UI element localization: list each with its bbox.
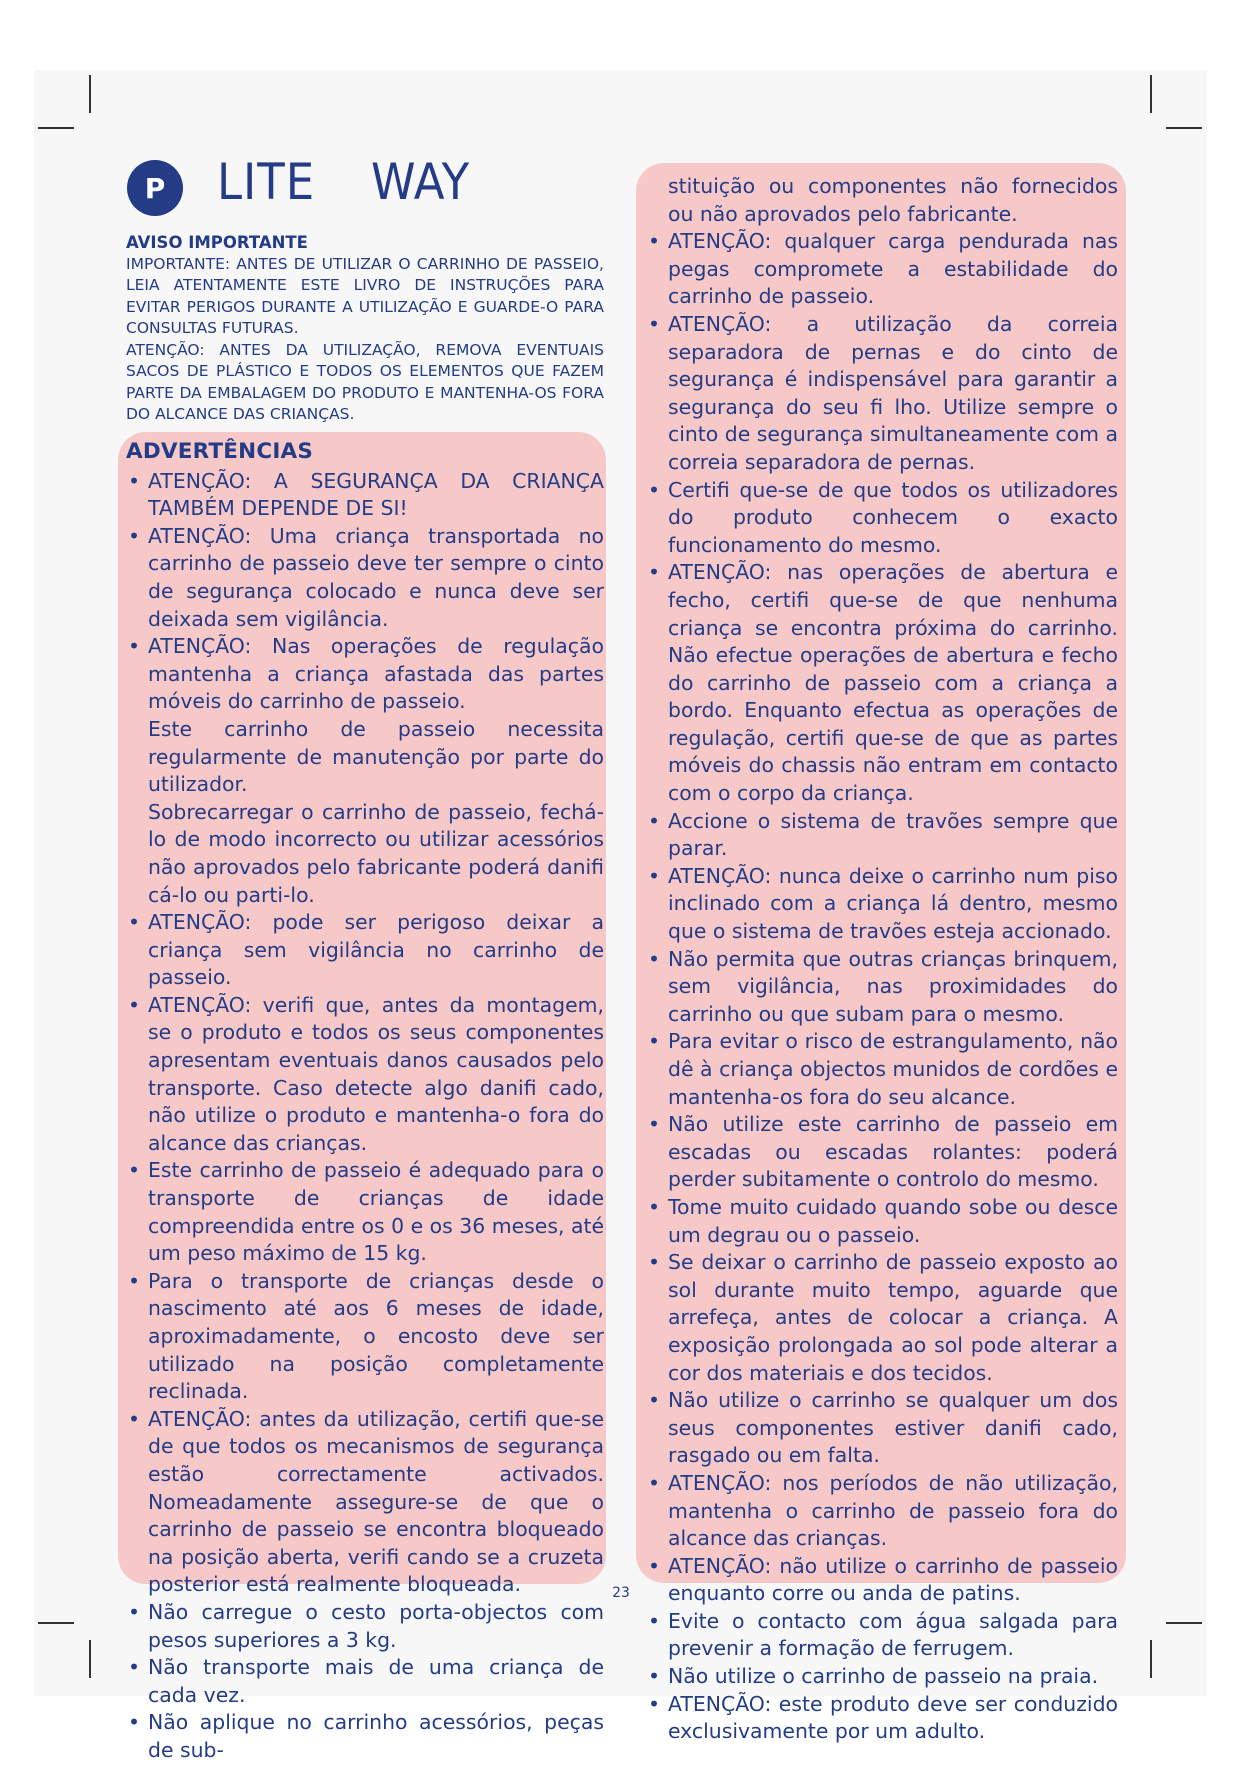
list-item: • Tome muito cuidado quando sobe ou desce um degrau ou o passeio. [646,1194,1118,1249]
crop-mark [1150,75,1152,113]
list-item: • Não utilize o carrinho de passeio na praia. [646,1663,1118,1691]
list-item: • Não utilize este carrinho de passeio em escadas ou escadas rolantes: poderá perder subitamente o controlo do mesmo. [646,1111,1118,1194]
notice-paragraph: IMPORTANTE: ANTES DE UTILIZAR O CARRINHO DE PASSEIO, LEIA ATENTAMENTE ESTE LIVRO DE INSTRUÇÕES PARA EVITAR PERIGOS DURANTE A UTILIZAÇÃO E GUARDE-O PARA CONSULTAS FUTURAS. [126,254,604,337]
list-item: • ATENÇÃO: qualquer carga pendurada nas pegas compromete a estabilidade do carrinho de passeio. [646,228,1118,311]
notice-heading: AVISO IMPORTANTE [126,233,308,252]
list-item: Sobrecarregar o carrinho de passeio, fechá-lo de modo incorrecto ou utilizar acessórios não aprovados pelo fabricante poderá danifi cá-lo ou parti-lo. [148,799,604,907]
product-title-word-1: LITE [217,153,316,211]
list-item: • Não permita que outras crianças brinquem, sem vigilância, nas proximidades do carrinho ou que subam para o mesmo. [646,946,1118,1029]
list-item: • Certifi que-se de que todos os utilizadores do produto conhecem o exacto funcionamento do mesmo. [646,477,1118,560]
list-item: • ATENÇÃO: este produto deve ser conduzido exclusivamente por um adulto. [646,1691,1118,1746]
list-item: • Accione o sistema de travões sempre que parar. [646,808,1118,863]
warnings-column-right [646,173,1118,1746]
list-item: • ATENÇÃO: A SEGURANÇA DA CRIANÇA TAMBÉM DEPENDE DE SI! [126,468,604,523]
list-item: • ATENÇÃO: Uma criança transportada no carrinho de passeio deve ter sempre o cinto de segurança colocado e nunca deve ser deixada sem vigilância. [126,523,604,633]
crop-mark [89,75,91,113]
list-item: • Não utilize o carrinho se qualquer um dos seus componentes estiver danifi cado, rasgado ou em falta. [646,1387,1118,1470]
notice-paragraph: ATENÇÃO: ANTES DA UTILIZAÇÃO, REMOVA EVENTUAIS SACOS DE PLÁSTICO E TODOS OS ELEMENTOS QUE FAZEM PARTE DA EMBALAGEM DO PRODUTO E MANTENHA-OS FORA DO ALCANCE DAS CRIANÇAS. [126,340,604,423]
page-number: 23 [612,1585,630,1601]
crop-mark [1150,1640,1152,1678]
list-item: • ATENÇÃO: pode ser perigoso deixar a criança sem vigilância no carrinho de passeio. [126,909,604,992]
list-item: • Evite o contacto com água salgada para prevenir a formação de ferrugem. [646,1608,1118,1663]
list-item: • Se deixar o carrinho de passeio exposto ao sol durante muito tempo, aguarde que arrefeça, antes de colocar a criança. A exposição prolongada ao sol pode alterar a cor dos materiais e dos tecidos. [646,1249,1118,1387]
language-badge: P [127,160,183,216]
list-item: • ATENÇÃO: a utilização da correia separadora de pernas e do cinto de segurança é indispensável para garantir a segurança do seu fi lho. Utilize sempre o cinto de segurança simultaneamente com a correia separadora de pernas. [646,311,1118,477]
list-item: • ATENÇÃO: Nas operações de regulação mantenha a criança afastada das partes móveis do carrinho de passeio. [126,633,604,716]
list-item-continuation: stituição ou componentes não fornecidos ou não aprovados pelo fabricante. [668,174,1118,226]
list-item: • ATENÇÃO: não utilize o carrinho de passeio enquanto corre ou anda de patins. [646,1553,1118,1608]
list-item: • Não transporte mais de uma criança de cada vez. [126,1654,604,1709]
warnings-list [126,468,604,1765]
list-item: • ATENÇÃO: nas operações de abertura e fecho, certifi que-se de que nenhuma criança se encontra próxima do carrinho. Não efectue operações de abertura e fecho do carrinho de passeio com a criança a bordo. Enquanto efectua as operações de regulação, certifi que-se de que as partes móveis do chassis não entram em contacto com o corpo da criança. [646,559,1118,807]
list-item: • ATENÇÃO: nunca deixe o carrinho num piso inclinado com a criança lá dentro, mesmo que o sistema de travões esteja accionado. [646,863,1118,946]
crop-mark [38,127,74,129]
product-title-word-2: WAY [371,153,471,211]
warnings-heading: ADVERTÊNCIAS [126,439,314,464]
crop-mark [1166,127,1202,129]
list-item: • Não carregue o cesto porta-objectos com pesos superiores a 3 kg. [126,1599,604,1654]
list-item: • Este carrinho de passeio é adequado para o transporte de crianças de idade compreendida entre os 0 e os 36 meses, até um peso máximo de 15 kg. [126,1157,604,1267]
crop-mark [38,1622,74,1624]
crop-mark [1166,1622,1202,1624]
list-item: • ATENÇÃO: nos períodos de não utilização, mantenha o carrinho de passeio fora do alcance das crianças. [646,1470,1118,1553]
important-notice [126,232,604,426]
list-item: • ATENÇÃO: verifi que, antes da montagem, se o produto e todos os seus componentes apresentam eventuais danos causados pelo transporte. Caso detecte algo danifi cado, não utilize o produto e mantenha-o fora do alcance das crianças. [126,992,604,1158]
crop-mark [89,1640,91,1678]
warnings-list [646,228,1118,1746]
list-item: • Para evitar o risco de estrangulamento, não dê à criança objectos munidos de cordões e mantenha-os fora do seu alcance. [646,1028,1118,1111]
list-item: • Não aplique no carrinho acessórios, peças de sub- [126,1709,604,1764]
list-item: Este carrinho de passeio necessita regularmente de manutenção por parte do utilizador. [148,716,604,797]
warnings-column-left [126,438,604,1765]
list-item: • Para o transporte de crianças desde o nascimento até aos 6 meses de idade, aproximadamente, o encosto deve ser utilizado na posição completamente reclinada. [126,1268,604,1406]
list-item: • ATENÇÃO: antes da utilização, certifi que-se de que todos os mecanismos de segurança estão correctamente activados. Nomeadamente assegure-se de que o carrinho de passeio se encontra bloqueado na posição aberta, verifi cando se a cruzeta posterior está realmente bloqueada. [126,1406,604,1599]
